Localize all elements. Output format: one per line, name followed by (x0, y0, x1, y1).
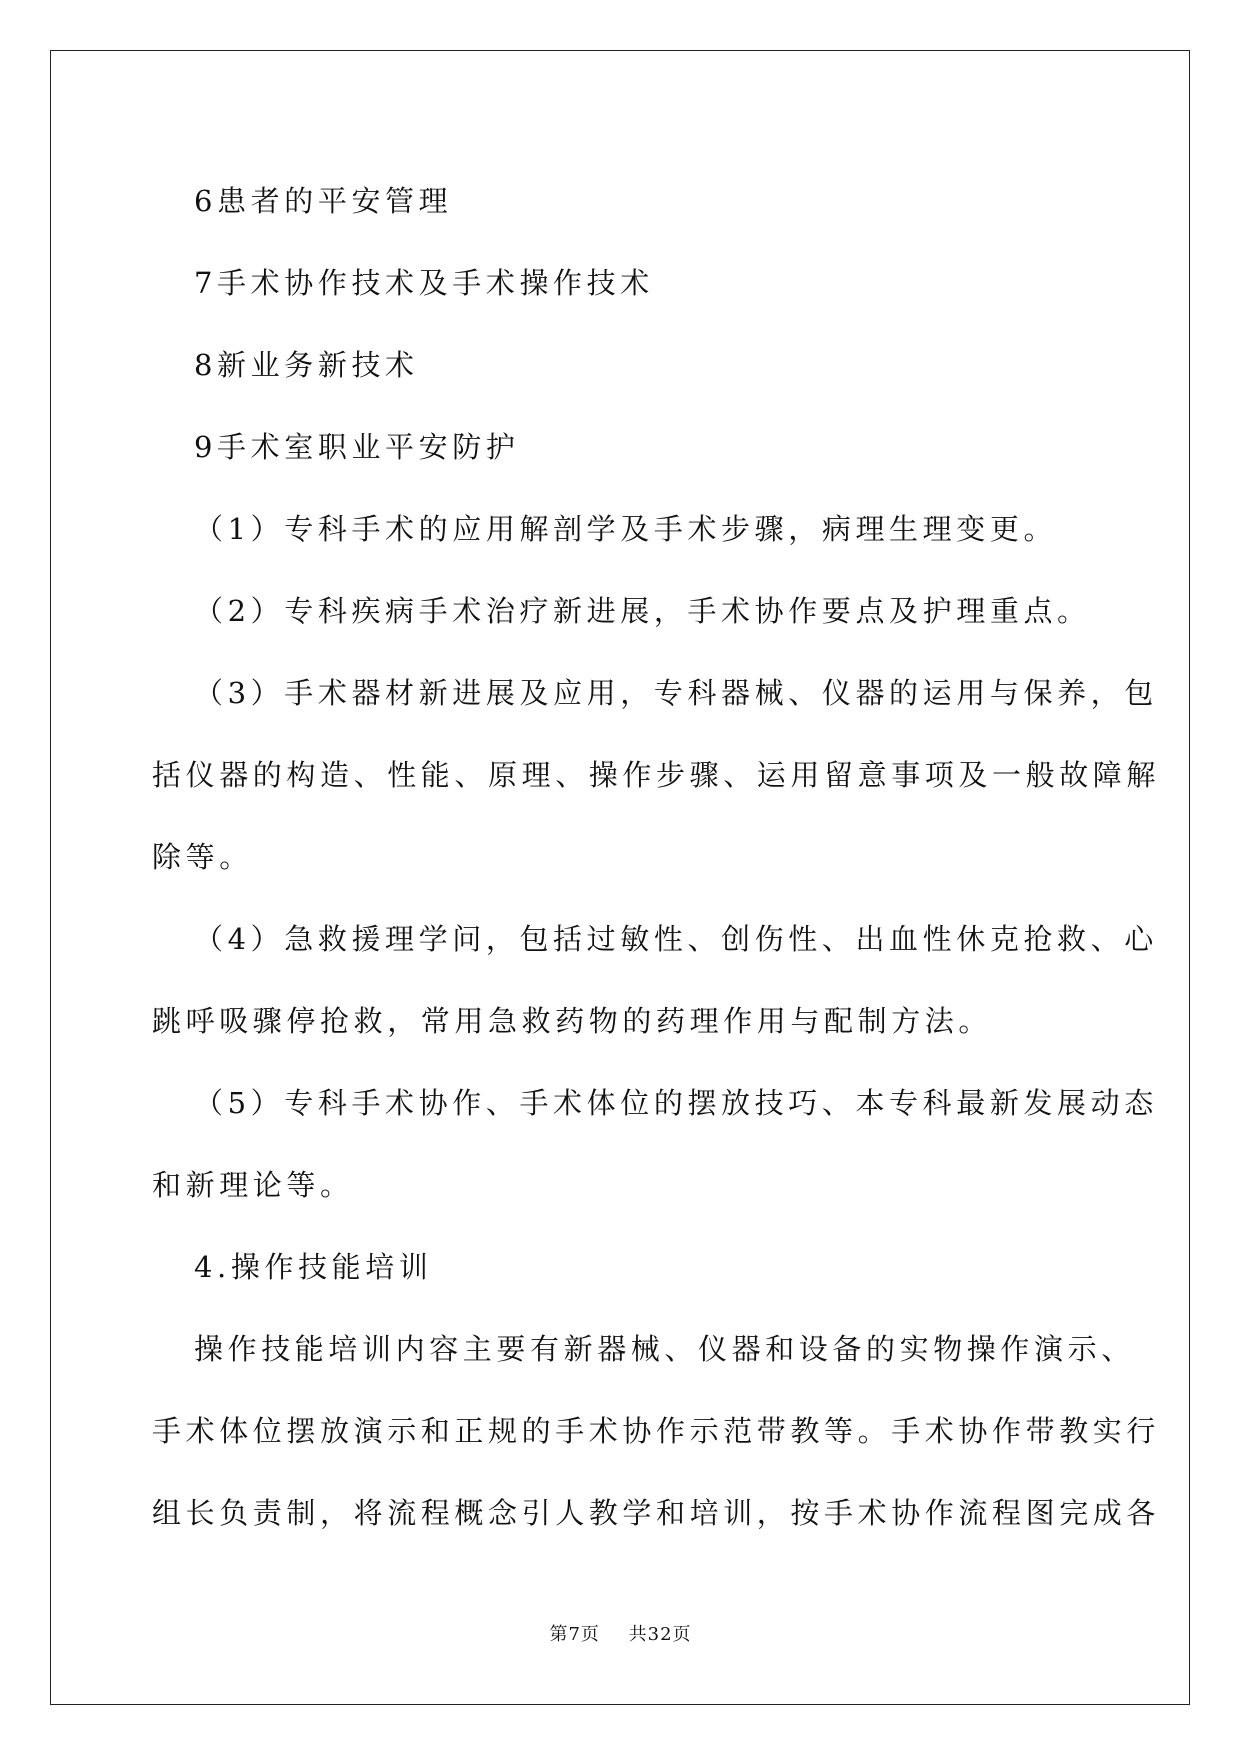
text-line: 4.操作技能培训 (194, 1250, 433, 1284)
text-line: 9手术室职业平安防护 (194, 430, 520, 464)
text-line: （3）手术器材新进展及应用，专科器械、仪器的运用与保养，包 (194, 676, 1158, 710)
text-line: （4）急救援理学问，包括过敏性、创伤性、出血性休克抢救、心 (194, 922, 1158, 956)
page-footer (0, 1620, 1241, 1646)
text-line: 括仪器的构造、性能、原理、操作步骤、运用留意事项及一般故障解 (152, 758, 1161, 792)
page-number: 第7页 (549, 1624, 600, 1645)
text-line: （2）专科疾病手术治疗新进展，手术协作要点及护理重点。 (194, 594, 1091, 628)
text-line: 跳呼吸骤停抢救，常用急救药物的药理作用与配制方法。 (152, 1004, 993, 1038)
page-total: 共32页 (628, 1624, 692, 1645)
text-line: 7手术协作技术及手术操作技术 (194, 266, 654, 300)
document-body (152, 160, 1161, 1554)
text-line: 除等。 (152, 840, 253, 874)
text-line: 组长负责制，将流程概念引人教学和培训，按手术协作流程图完成各 (152, 1496, 1161, 1530)
text-line: 手术体位摆放演示和正规的手术协作示范带教等。手术协作带教实行 (152, 1414, 1161, 1448)
text-line: 8新业务新技术 (194, 348, 419, 382)
text-line: （5）专科手术协作、手术体位的摆放技巧、本专科最新发展动态 (194, 1086, 1158, 1120)
text-line: （1）专科手术的应用解剖学及手术步骤，病理生理变更。 (194, 512, 1058, 546)
text-line: 6患者的平安管理 (194, 184, 453, 218)
text-line: 和新理论等。 (152, 1168, 354, 1202)
text-line: 操作技能培训内容主要有新器械、仪器和设备的实物操作演示、 (194, 1332, 1135, 1366)
